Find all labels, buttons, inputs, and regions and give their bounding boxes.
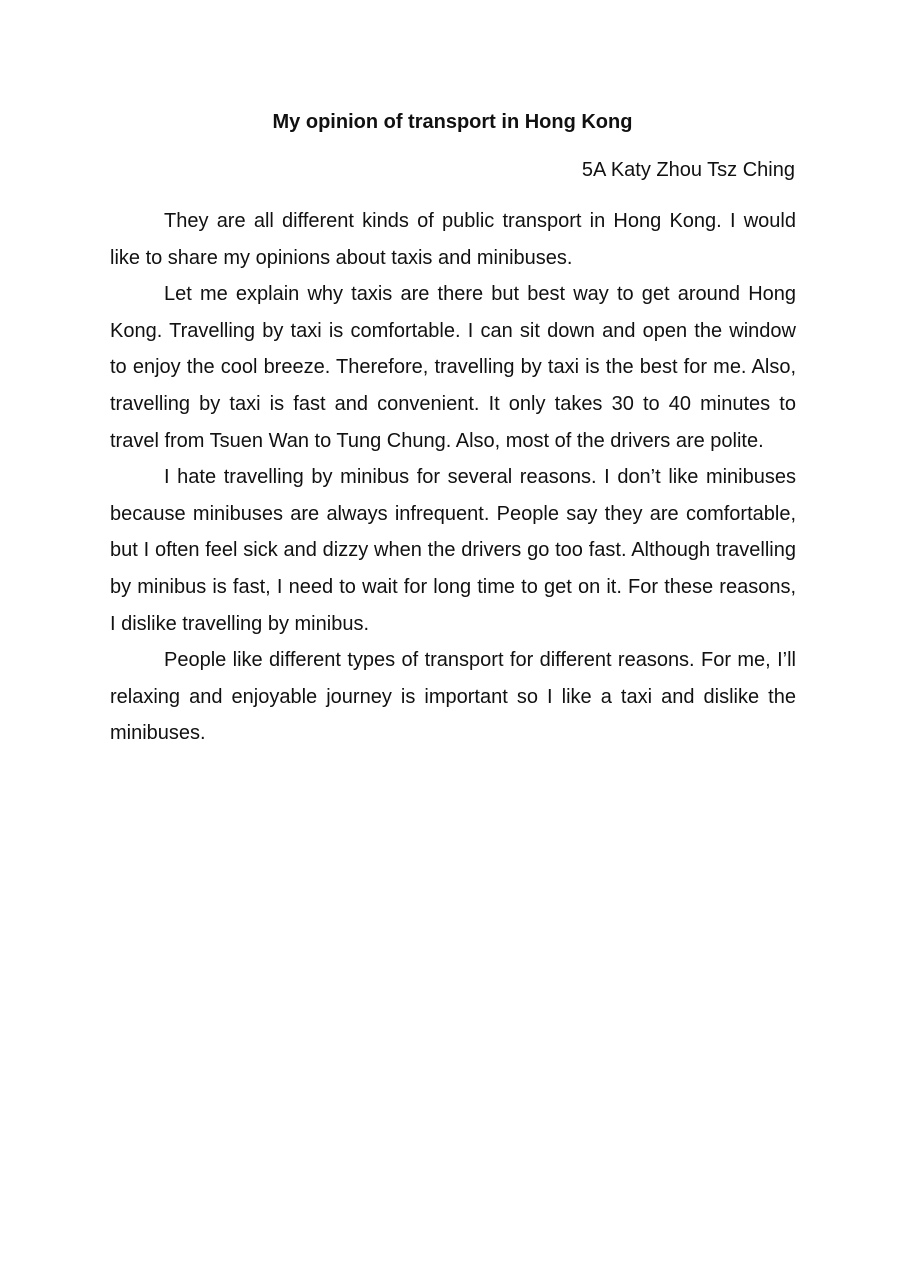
author-line: 5A Katy Zhou Tsz Ching	[581, 159, 795, 181]
paragraph-conclusion: People like different types of transport for different reasons. For me, I’ll relaxing and enjoyable journey is important so I like a taxi and dislike the minibuses.	[110, 649, 796, 745]
paragraph-minibuses: I hate travelling by minibus for several reasons. I don’t like minibuses because minibuses are always infrequent. People say they are comfortable, but I often feel sick and dizzy when the drivers go too fast. Although travelling by minibus is fast, I need to wait for long time to get on it. For these reasons, I dislike travelling by minibus.	[110, 466, 796, 635]
paragraph-taxis: Let me explain why taxis are there but best way to get around Hong Kong. Travelling by taxi is comfortable. I can sit down and open the window to enjoy the cool breeze. Therefore, travelling by taxi is the best for me. Also, travelling by taxi is fast and convenient. It only takes 30 to 40 minutes to travel from Tsuen Wan to Tung Chung. Also, most of the drivers are polite.	[110, 283, 796, 452]
document-title: My opinion of transport in Hong Kong	[272, 111, 633, 133]
essay-body	[110, 203, 796, 752]
paragraph-intro: They are all different kinds of public transport in Hong Kong. I would like to share my opinions about taxis and minibuses.	[110, 210, 796, 269]
